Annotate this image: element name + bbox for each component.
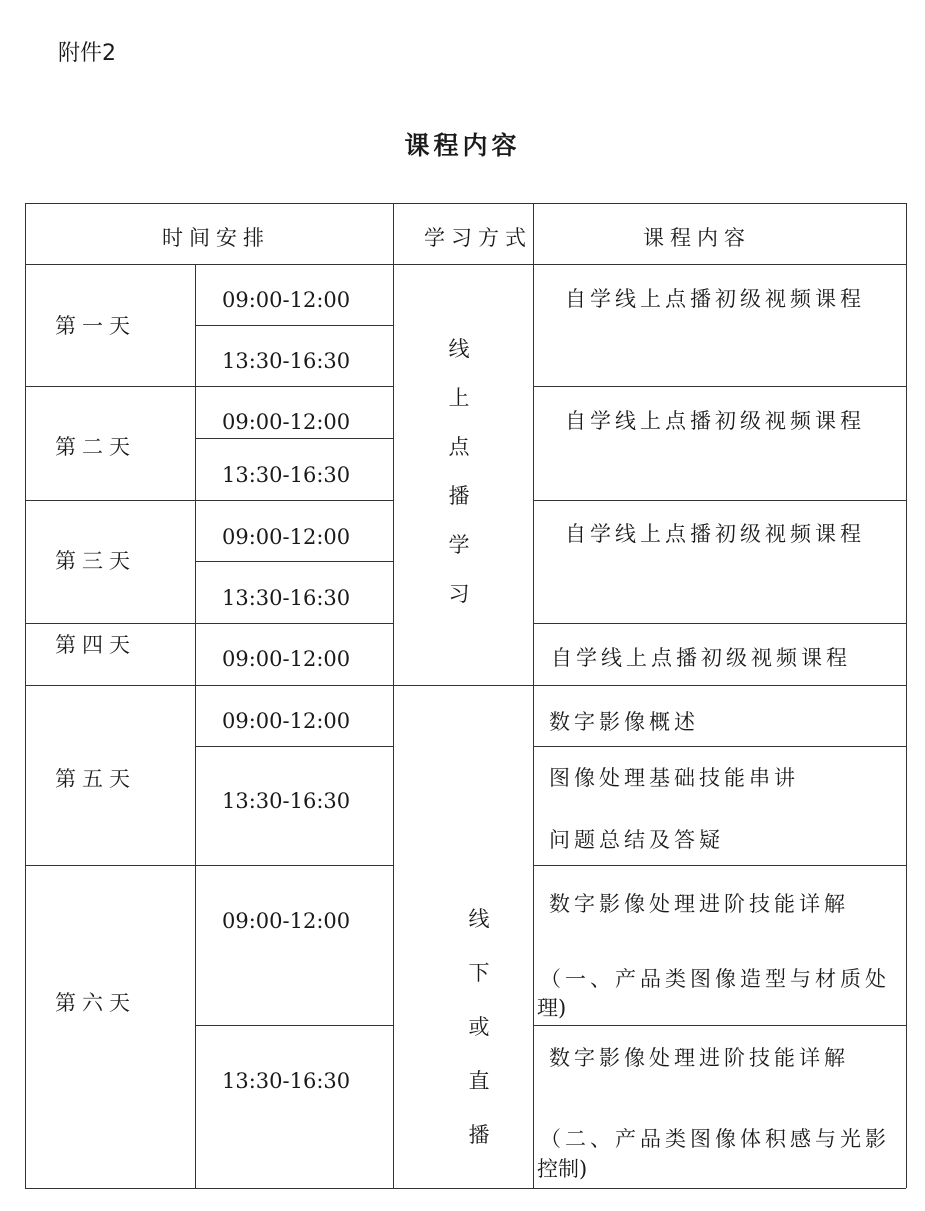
mode-char: 播: [448, 484, 470, 508]
column-divider-time: [195, 264, 196, 1188]
time-slot: 09:00-12:00: [222, 909, 351, 933]
mode-offline: [464, 892, 494, 1162]
day-label: 第三天: [55, 549, 136, 573]
course-content: 自学线上点播初级视频课程: [565, 409, 865, 433]
mode-char: 线: [468, 907, 490, 931]
mode-char: 学: [448, 533, 470, 557]
row-line: [25, 865, 393, 866]
time-slot: 09:00-12:00: [222, 709, 351, 733]
time-slot: 13:30-16:30: [222, 789, 351, 813]
time-slot: 09:00-12:00: [222, 410, 351, 434]
time-slot: 09:00-12:00: [222, 525, 351, 549]
column-divider-content: [533, 203, 534, 1188]
row-line: [195, 325, 393, 326]
mode-online: [444, 325, 474, 619]
course-content: 控制): [537, 1157, 588, 1181]
header-time: 时间安排: [162, 226, 270, 250]
row-line: [25, 500, 393, 501]
course-content: （一、产品类图像造型与材质处: [540, 967, 890, 991]
row-line: [533, 500, 906, 501]
row-line: [195, 561, 393, 562]
header-divider: [25, 264, 906, 265]
course-content: 自学线上点播初级视频课程: [565, 287, 865, 311]
row-line: [195, 1025, 393, 1026]
time-slot: 13:30-16:30: [222, 463, 351, 487]
time-slot: 09:00-12:00: [222, 288, 351, 312]
mode-char: 播: [468, 1123, 490, 1147]
attachment-label: 附件2: [58, 41, 116, 66]
row-line: [25, 386, 393, 387]
course-content: 图像处理基础技能串讲: [549, 766, 799, 790]
course-content: 问题总结及答疑: [549, 828, 724, 852]
day-label: 第六天: [55, 991, 136, 1015]
column-divider-mode: [393, 203, 394, 1188]
time-slot: 13:30-16:30: [222, 1069, 351, 1093]
row-line: [533, 623, 906, 624]
table-border-bottom: [25, 1188, 906, 1189]
page-title: 课程内容: [404, 131, 521, 160]
row-line: [533, 386, 906, 387]
day-label: 第四天: [55, 633, 136, 657]
mode-char: 上: [448, 386, 470, 410]
mode-char: 习: [448, 582, 470, 606]
course-content: （二、产品类图像体积感与光影: [540, 1127, 890, 1151]
row-line: [195, 746, 393, 747]
table-border-right: [906, 203, 907, 1188]
table-border-top: [25, 203, 906, 204]
course-content: 数字影像概述: [549, 710, 699, 734]
row-line: [533, 865, 906, 866]
time-slot: 13:30-16:30: [222, 586, 351, 610]
row-line: [533, 1025, 906, 1026]
mode-char: 或: [468, 1015, 490, 1039]
course-content: 自学线上点播初级视频课程: [551, 646, 851, 670]
mode-char: 直: [468, 1069, 490, 1093]
row-line: [25, 685, 906, 686]
header-content: 课程内容: [643, 226, 751, 250]
row-line: [533, 746, 906, 747]
row-line: [195, 438, 393, 439]
course-content: 数字影像处理进阶技能详解: [549, 892, 849, 916]
day-label: 第二天: [55, 435, 136, 459]
course-content: 数字影像处理进阶技能详解: [549, 1046, 849, 1070]
mode-char: 线: [448, 337, 470, 361]
day-label: 第一天: [55, 314, 136, 338]
time-slot: 13:30-16:30: [222, 349, 351, 373]
course-content: 自学线上点播初级视频课程: [565, 522, 865, 546]
course-content: 理): [537, 996, 567, 1020]
row-line: [25, 623, 393, 624]
day-label: 第五天: [55, 767, 136, 791]
header-mode: 学习方式: [424, 226, 532, 250]
time-slot: 09:00-12:00: [222, 647, 351, 671]
mode-char: 下: [468, 961, 490, 985]
mode-char: 点: [448, 435, 470, 459]
table-border-left: [25, 203, 26, 1188]
